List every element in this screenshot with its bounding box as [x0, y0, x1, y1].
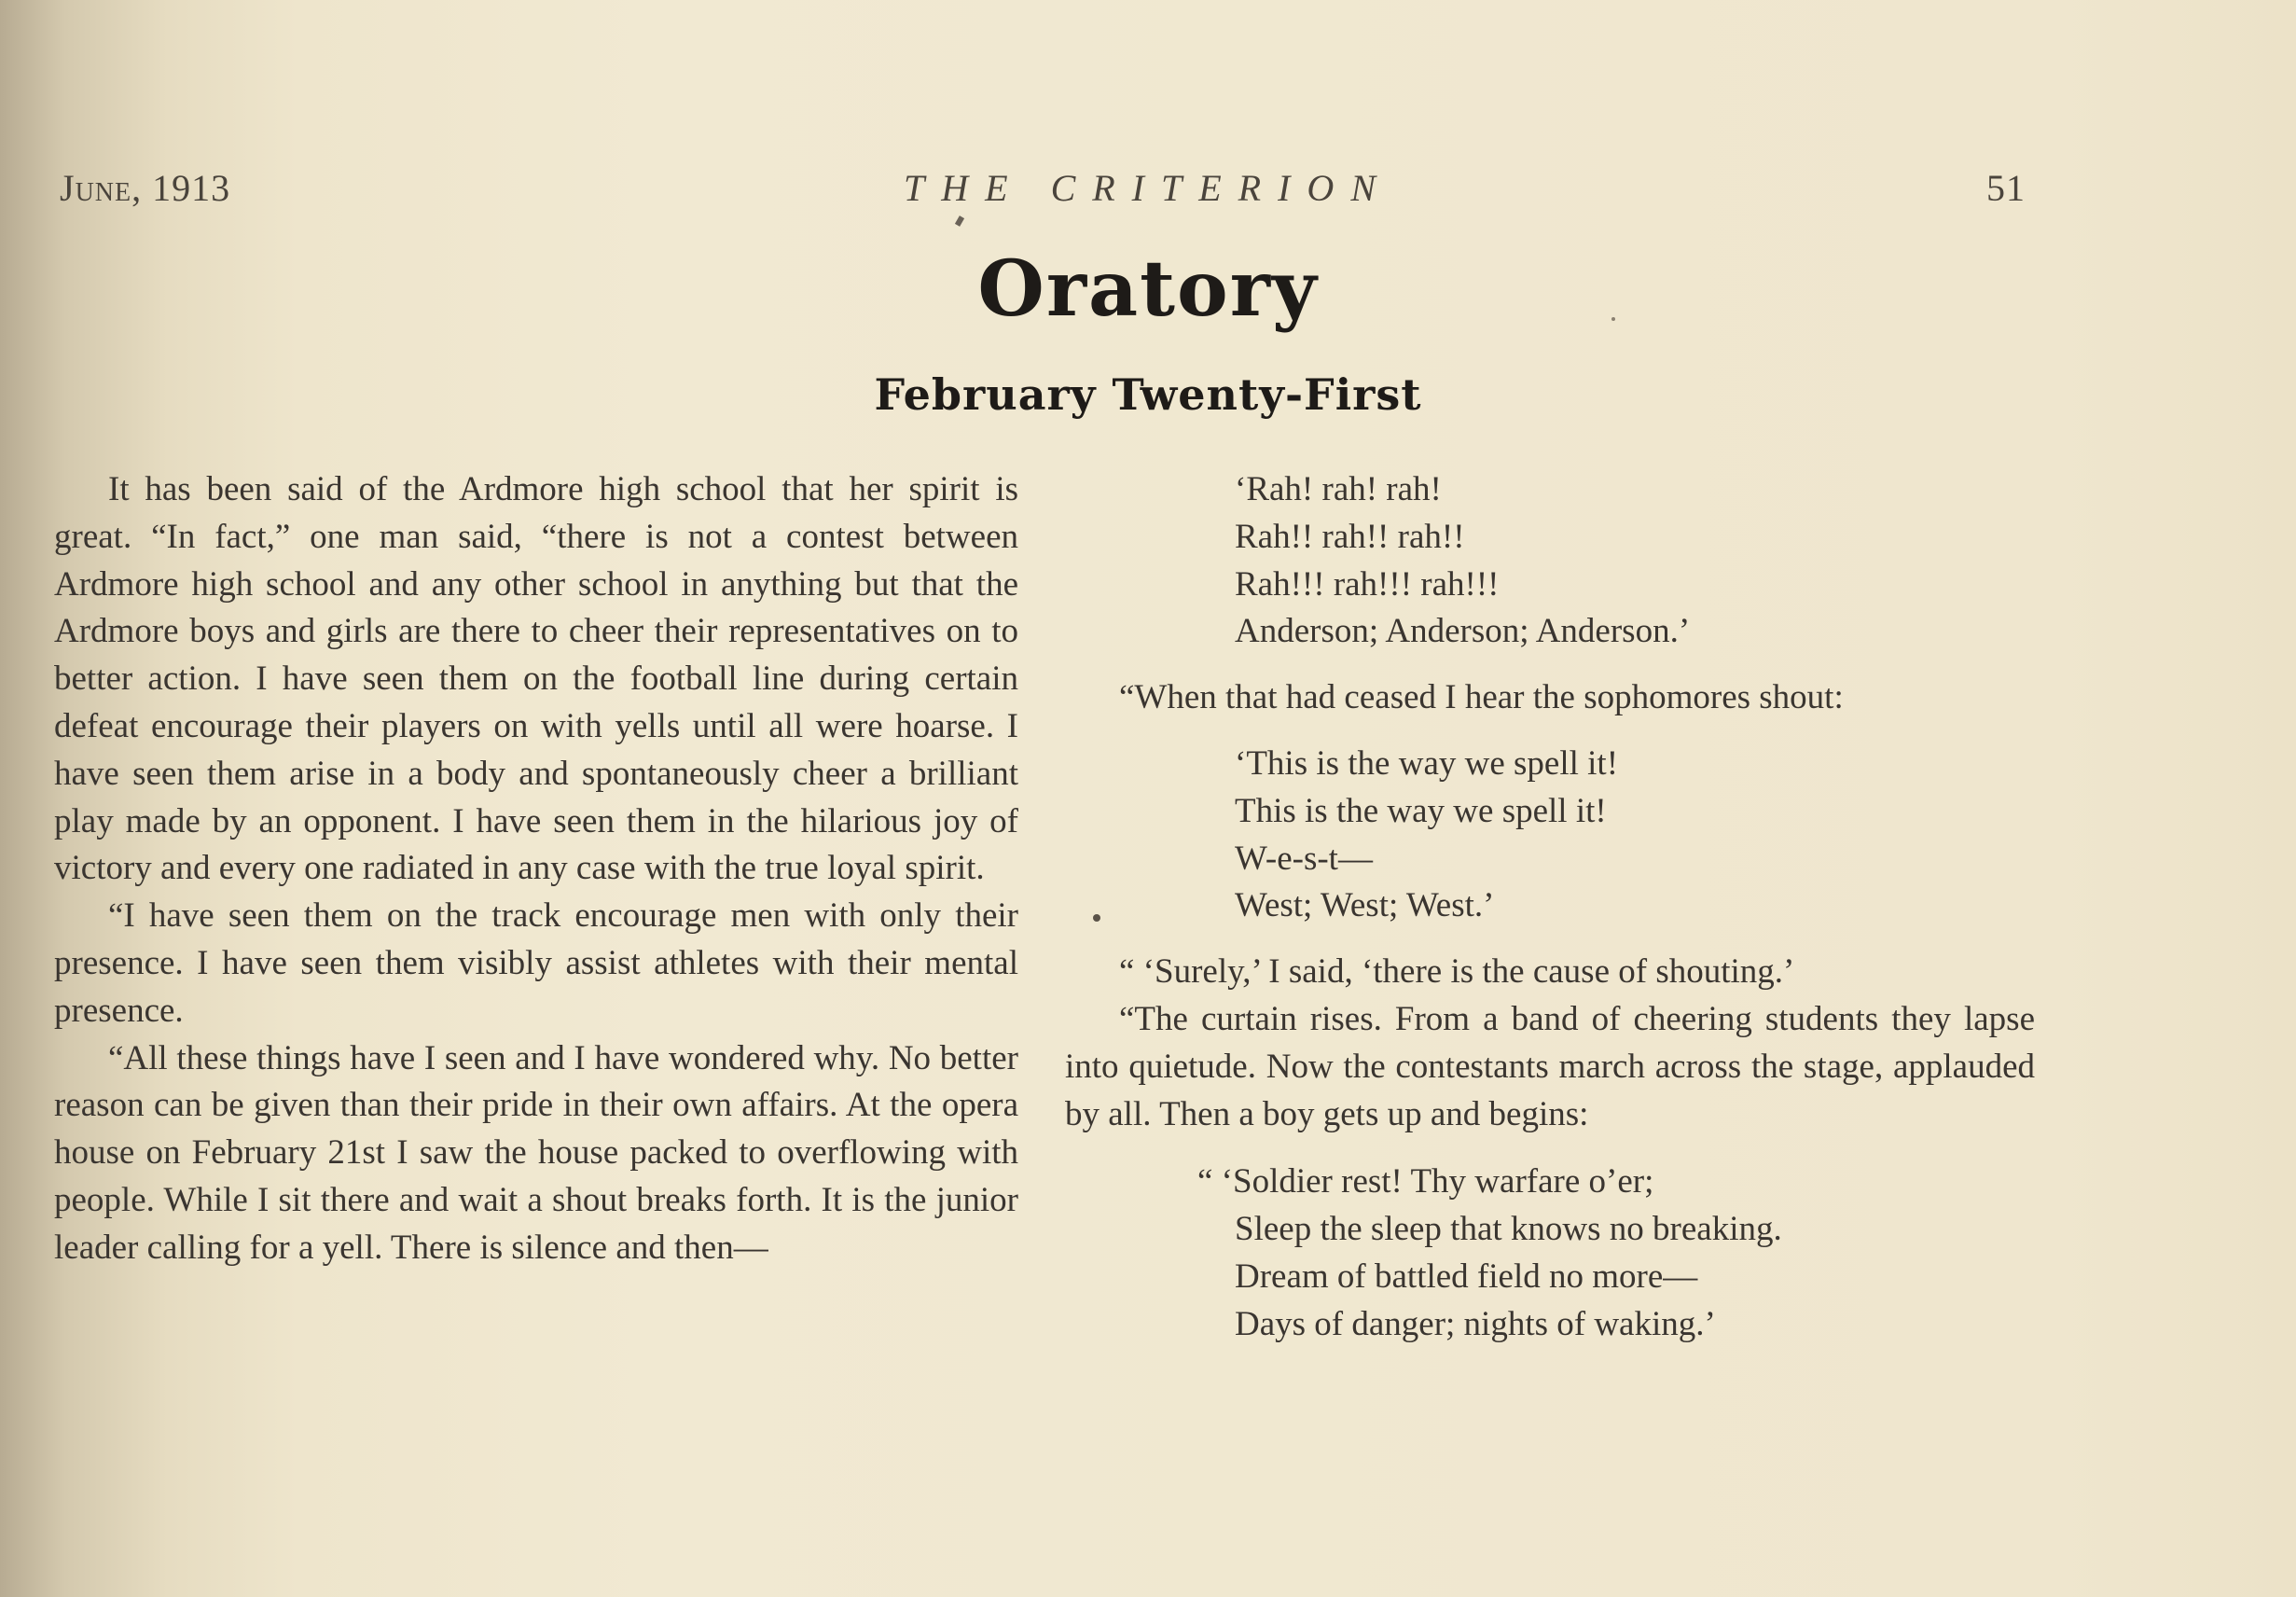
sophomore-yell: [1065, 741, 2035, 930]
yell-line: ‘Rah! rah! rah!: [1235, 470, 1442, 508]
yell-line: Rah!! rah!! rah!!: [1235, 517, 1465, 556]
poem-line: Days of danger; nights of waking.’: [1235, 1304, 1716, 1343]
yell-line: West; West; West.’: [1235, 886, 1495, 925]
paragraph-surely: “ ‘Surely,’ I said, ‘there is the cause of shouting.’: [1119, 952, 1795, 992]
publication-title: THE CRITERION: [904, 167, 1392, 209]
poem: [1065, 1159, 2035, 1348]
print-mark: [955, 215, 964, 227]
yell-line: Rah!!! rah!!! rah!!!: [1235, 564, 1500, 604]
left-column: [54, 466, 1018, 1272]
poem-line: “ ‘Soldier rest! Thy warfare o’er;: [1197, 1162, 1654, 1201]
margin-dot: [1093, 914, 1100, 922]
section-title: Oratory: [977, 244, 1319, 334]
print-speck: [1611, 317, 1615, 321]
paragraph-opera-house: “All these things have I seen and I have wondered why. No better reason can be given than their pride in their own affairs. At the opera house on February 21st I saw the house packed to overflowing with people. While I sit there and wait a shout breaks forth. It is the junior leader calling for a yell. There is silence and then—: [54, 1038, 1018, 1267]
paragraph-spirit: It has been said of the Ardmore high school that her spirit is great. “In fact,” one man said, “there is not a contest between Ardmore high school and any other school in anything but that the Ardmore boys and girls are there to cheer their representatives on to better action. I have seen them on the football line during certain defeat encourage their players on with yells until all were hoarse. I have seen them arise in a body and spontaneously cheer a brilliant play made by an opponent. I have seen them in the hilarious joy of victory and every one radiated in any case with the true loyal spirit.: [54, 470, 1018, 888]
right-column: [1065, 466, 2035, 1349]
poem-line: Dream of battled field no more—: [1235, 1257, 1698, 1296]
section-subtitle: February Twenty-First: [874, 369, 1422, 420]
yell-line: Anderson; Anderson; Anderson.’: [1235, 612, 1691, 651]
page-number: 51: [1986, 167, 2026, 209]
poem-line: Sleep the sleep that knows no breaking.: [1235, 1210, 1782, 1249]
paragraph-curtain: “The curtain rises. From a band of cheering students they lapse into quietude. Now the contestants march across the stage, applauded by all. Then a boy gets up and begins:: [1065, 999, 2035, 1133]
yell-line: This is the way we spell it!: [1235, 791, 1607, 830]
junior-yell: [1065, 466, 2035, 656]
issue-date: June, 1913: [60, 167, 231, 209]
paragraph-track: “I have seen them on the track encourage men with only their presence. I have seen them visibly assist athletes with their mental presence.: [54, 896, 1018, 1030]
paragraph-sophomores: “When that had ceased I hear the sophomores shout:: [1119, 678, 1844, 717]
yell-line: ‘This is the way we spell it!: [1235, 743, 1619, 783]
yell-line: W-e-s-t—: [1235, 839, 1373, 878]
